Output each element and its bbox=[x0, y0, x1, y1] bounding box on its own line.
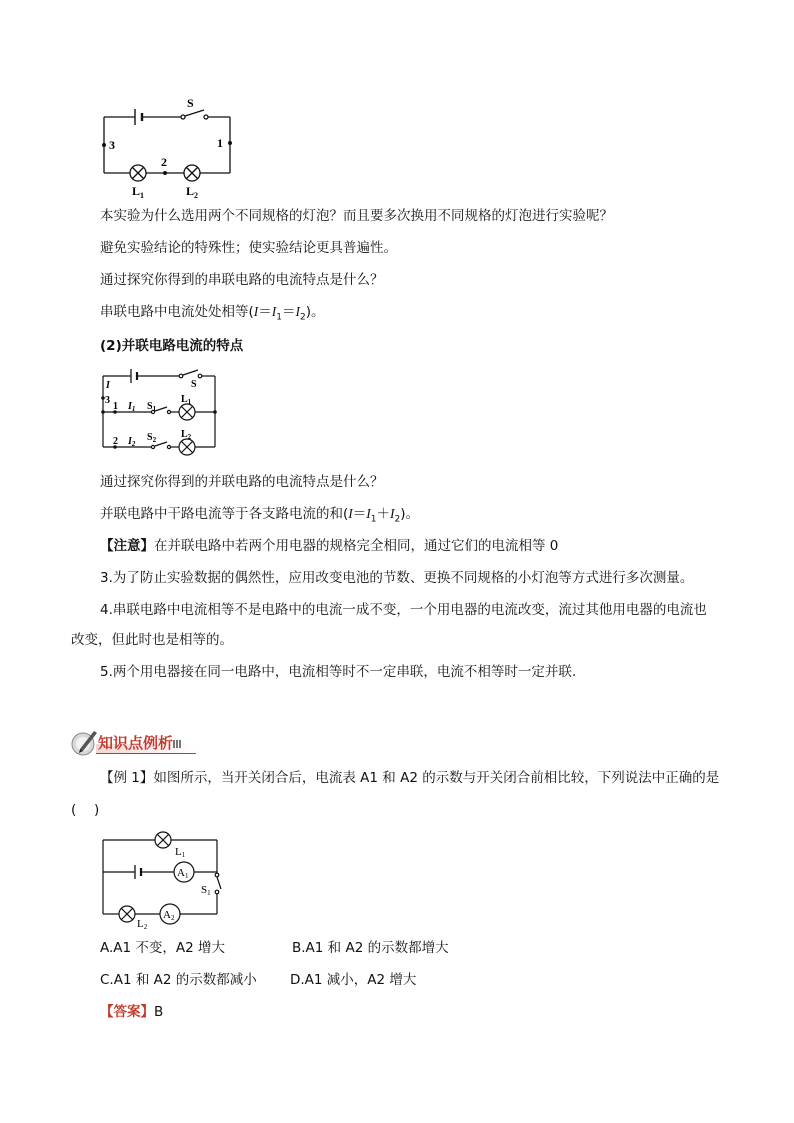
point-3-paragraph: 3.为了防止实验数据的偶然性，应用改变电池的节数、更换不同规格的小灯泡等方式进行多次测量。 bbox=[100, 570, 694, 586]
question-parallel-current: 通过探究你得到的并联电路的电流特点是什么？ bbox=[100, 474, 384, 490]
switch-label: S bbox=[187, 96, 194, 110]
parallel-current-heading: (2)并联电路电流的特点 bbox=[100, 338, 244, 354]
lamp1-label: $L_1$ bbox=[132, 184, 145, 200]
point-4-paragraph-line1: 4.串联电路中电流相等不是电路中的电流一成不变，一个用电器的电流改变，流过其他用电器的电流也 bbox=[100, 602, 707, 618]
answer-parallel-current: 并联电路中干路电流等于各支路电流的和$(I=I_1+I_2)$。 bbox=[100, 506, 420, 525]
branch2-current-label: $I_2$ bbox=[128, 436, 136, 448]
example-answer-blank: ( ) bbox=[71, 802, 100, 818]
question-series-current: 通过探究你得到的串联电路的电流特点是什么？ bbox=[100, 272, 384, 288]
ammeter1-label: A1 bbox=[177, 867, 189, 880]
answer-line bbox=[100, 1002, 163, 1022]
point-4-paragraph-line2: 改变，但此时也是相等的。 bbox=[71, 632, 233, 648]
lamp2-label: $L_2$ bbox=[186, 184, 199, 200]
switch-label: S1 bbox=[201, 884, 211, 897]
option-c: C.A1 和 A2 的示数都减小 bbox=[100, 972, 257, 988]
lamp2-label: L2 bbox=[137, 918, 148, 931]
lamp2-label: $L_2$ bbox=[181, 429, 192, 441]
option-a: A.A1 不变，A2 增大 bbox=[100, 940, 226, 956]
banner-underline bbox=[96, 753, 196, 754]
ammeter2-label: A2 bbox=[163, 909, 175, 922]
series-circuit-diagram bbox=[95, 95, 245, 200]
banner-grid-icon bbox=[173, 740, 181, 748]
point-1-label: 1 bbox=[217, 136, 223, 150]
lamp1-label: L1 bbox=[175, 846, 186, 859]
point-2-label: 2 bbox=[161, 155, 167, 169]
branch1-current-label: $I_1$ bbox=[128, 401, 136, 413]
ammeter-circuit-diagram bbox=[95, 826, 230, 931]
option-b: B.A1 和 A2 的示数都增大 bbox=[292, 940, 449, 956]
switch1-label: $S_1$ bbox=[147, 401, 157, 413]
node-1-label: 1 bbox=[113, 401, 118, 412]
option-d: D.A1 减小，A2 增大 bbox=[290, 972, 417, 988]
node-2-label: 2 bbox=[113, 436, 118, 447]
parallel-circuit-diagram bbox=[95, 362, 225, 457]
example-label: 【例 1】 bbox=[100, 770, 154, 786]
point-3-label: 3 bbox=[109, 138, 115, 152]
answer-label: 【答案】 bbox=[100, 1004, 154, 1020]
point-5-paragraph: 5.两个用电器接在同一电路中，电流相等时不一定串联，电流不相等时一定并联. bbox=[100, 664, 577, 680]
lamp1-label: $L_1$ bbox=[181, 394, 192, 406]
question-different-bulbs: 本实验为什么选用两个不同规格的灯泡？而且要多次换用不同规格的灯泡进行实验呢？ bbox=[100, 208, 613, 224]
main-current-label: I bbox=[106, 380, 110, 391]
switch2-label: $S_2$ bbox=[147, 432, 157, 444]
answer-different-bulbs: 避免实验结论的特殊性；使实验结论更具普遍性。 bbox=[100, 240, 397, 256]
example-question: 【例 1】如图所示，当开关闭合后，电流表 A1 和 A2 的示数与开关闭合前相比较，下列说法中正确的是 bbox=[100, 770, 720, 786]
node-3-label: 3 bbox=[105, 395, 110, 406]
note-label: 【注意】 bbox=[100, 538, 154, 554]
banner-title: 知识点例析 bbox=[98, 734, 174, 752]
answer-value: B bbox=[154, 1004, 164, 1020]
main-switch-label: S bbox=[191, 379, 197, 390]
note-paragraph: 【注意】在并联电路中若两个用电器的规格完全相同，通过它们的电流相等 0 bbox=[100, 538, 559, 554]
section-banner bbox=[70, 727, 200, 757]
answer-series-current: 串联电路中电流处处相等$(I=I_1=I_2)$。 bbox=[100, 304, 325, 323]
